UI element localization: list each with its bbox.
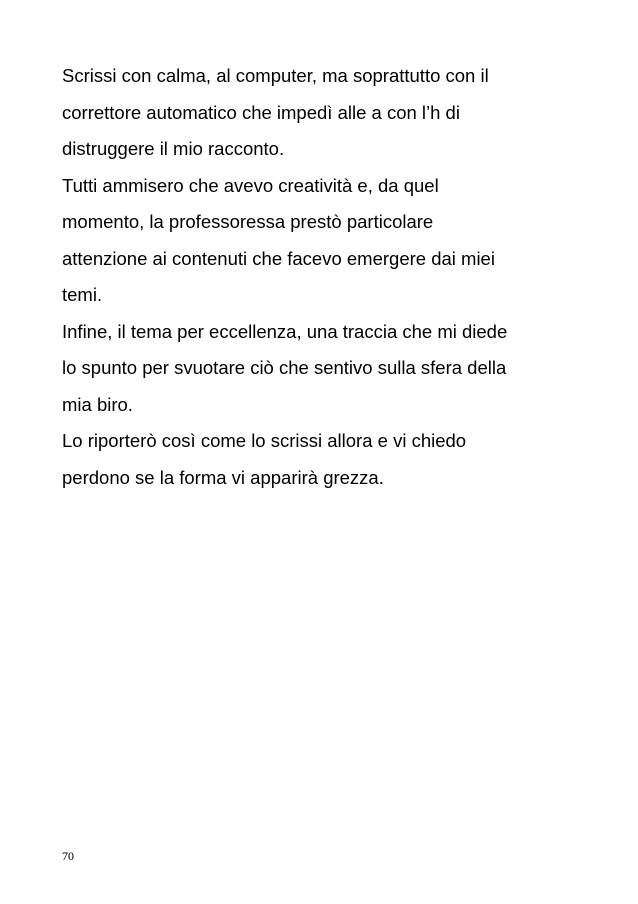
page-number: 70 [62,849,74,863]
text-line: Lo riporterò così come lo scrissi allora e vi chiedo [62,430,467,451]
text-line: mia biro. [62,393,133,415]
body-text [62,58,602,496]
text-line: Tutti ammisero che avevo creatività e, da quel [62,174,439,196]
text-line: temi. [62,284,103,305]
text-line: Scrissi con calma, al computer, ma soprattutto con il [62,65,489,86]
text-line: Infine, il tema per eccellenza, una traccia che mi diede [62,320,508,342]
text-line: correttore automatico che impedì alle a con l’h di [62,101,460,123]
text-line: perdono se la forma vi apparirà grezza. [62,466,384,488]
text-line: distruggere il mio racconto. [62,138,285,159]
text-line: lo spunto per svuotare ciò che sentivo sulla sfera della [62,357,507,378]
text-line: momento, la professoressa prestò particolare [62,211,434,232]
text-line: attenzione ai contenuti che facevo emergere dai miei [62,247,495,269]
